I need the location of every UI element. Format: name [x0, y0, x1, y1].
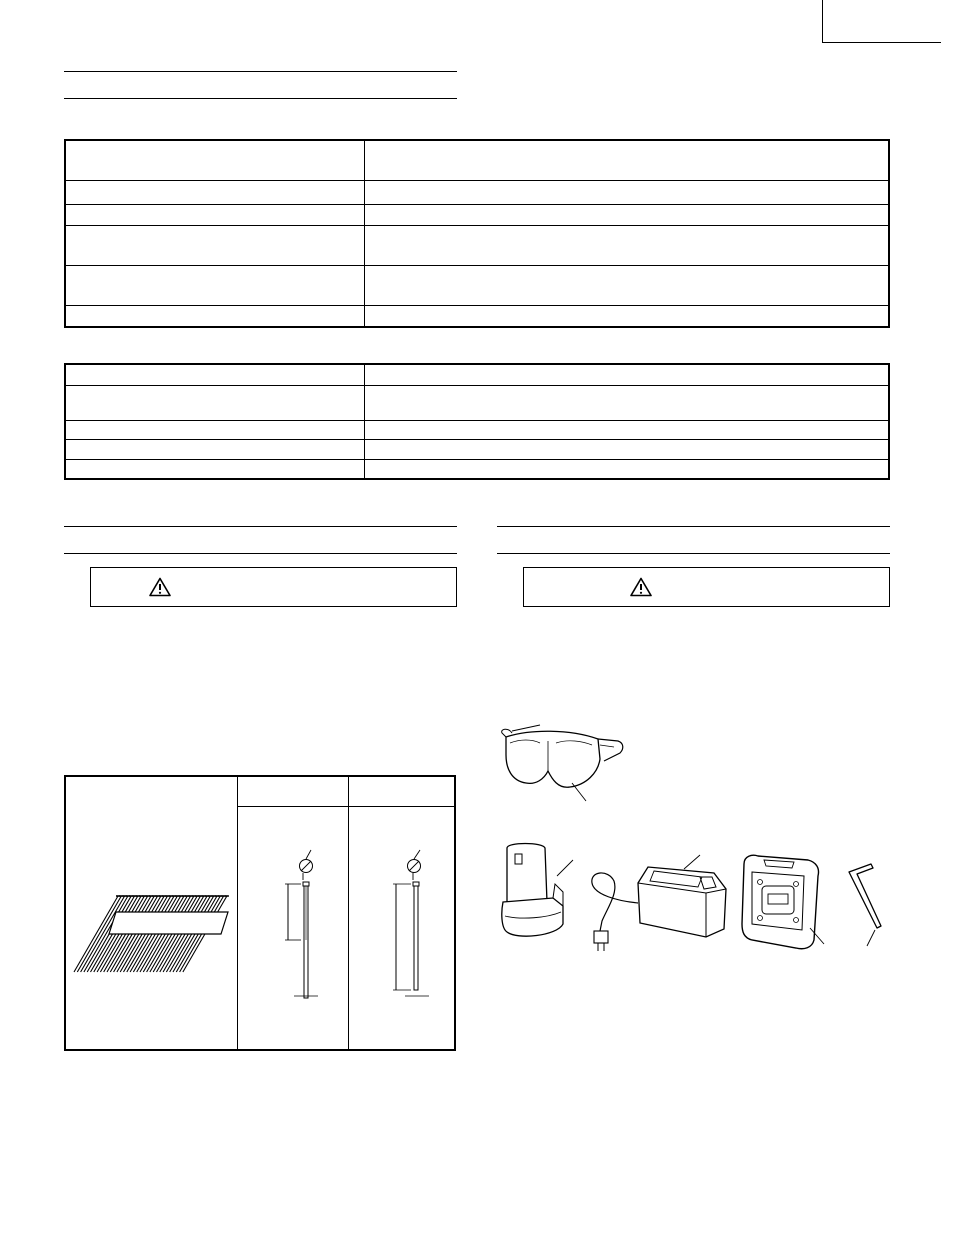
spec-heading-rule-bottom — [64, 98, 457, 99]
charger-icon — [588, 845, 738, 955]
spec-table-main — [64, 139, 890, 328]
spec-label — [65, 439, 364, 459]
table-row — [65, 180, 889, 204]
table-row — [65, 225, 889, 265]
spec-heading-rule-top — [64, 71, 457, 72]
nail-heading — [64, 531, 457, 549]
spec-label — [65, 204, 364, 225]
spec-value — [364, 305, 889, 327]
spec-label — [65, 385, 364, 420]
nail-heading-rule-top — [64, 526, 457, 527]
spec-value — [364, 140, 889, 180]
spec-label — [65, 225, 364, 265]
nail-warning-box — [90, 567, 457, 607]
spec-heading — [64, 76, 457, 94]
safety-glasses-icon — [500, 725, 630, 805]
table-row — [65, 439, 889, 459]
spec-label — [65, 305, 364, 327]
nail-dimension-diagram-1 — [270, 850, 330, 1000]
battery-icon — [497, 840, 582, 945]
spec-value — [364, 204, 889, 225]
table-row — [65, 204, 889, 225]
spec-label — [65, 364, 364, 385]
spec-value — [364, 439, 889, 459]
page-corner-tab — [822, 0, 941, 43]
spec-value — [364, 385, 889, 420]
warning-icon — [630, 577, 652, 597]
nail-heading-rule-bottom — [64, 553, 457, 554]
table-row — [65, 305, 889, 327]
nail-strip-icon — [70, 890, 240, 980]
spec-label — [65, 459, 364, 479]
spec-value — [364, 420, 889, 439]
spec-value — [364, 459, 889, 479]
accessories-warning-box — [523, 567, 890, 607]
spec-label — [65, 265, 364, 305]
table-row — [65, 265, 889, 305]
hex-wrench-icon — [845, 860, 900, 955]
spec-value — [364, 225, 889, 265]
warning-icon — [149, 577, 171, 597]
table-row — [65, 140, 889, 180]
table-row — [65, 385, 889, 420]
spec-value — [364, 364, 889, 385]
table-row — [65, 364, 889, 385]
table-divider — [348, 777, 349, 1051]
spec-value — [364, 180, 889, 204]
spec-label — [65, 140, 364, 180]
table-header-rule — [237, 806, 456, 807]
spec-table-secondary — [64, 363, 890, 480]
table-row — [65, 420, 889, 439]
table-row — [65, 459, 889, 479]
accessories-heading-rule-bottom — [497, 553, 890, 554]
accessories-heading — [497, 531, 890, 549]
spec-label — [65, 420, 364, 439]
spec-label — [65, 180, 364, 204]
carrying-case-icon — [738, 850, 833, 955]
nail-dimension-diagram-2 — [385, 850, 445, 1000]
spec-value — [364, 265, 889, 305]
accessories-heading-rule-top — [497, 526, 890, 527]
